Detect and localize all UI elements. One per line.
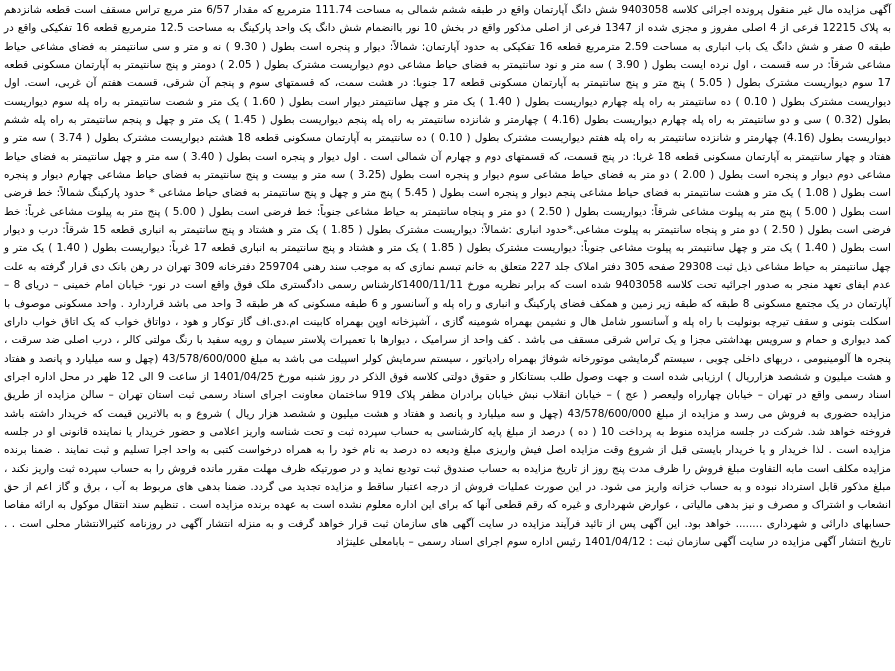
notice-body-text: آگهی مزایده مال غیر منقول پرونده اجرائی کلاسه 9403058 شش دانگ آپارتمان واقع در طبقه ششم شمالی به مساحت 111.74 مترمربع که مقدار 6/57 متر مربع تراس مسقف است قطعه شانزدهم به پلاک 12215 فرعی از 4 اصلی مفروز و مجزی شده از 1347 فرعی از اصلی مذکور واقع در بخش 10 نور باانضمام شش دانگ یک واحد پارکینگ به مساحت 12.5 مترمربع قطعه 16 تفکیکی واقع در طبقه 0 صفر و شش دانگ یک باب انباری به مساحت 2.59 مترمربع قطعه 16 تفکیکی به حدود آپارتمان: شمالاً: دیوار و پنجره است بطول ( 9.30 ) نه و متر و سی سانتیمتر به فضای مشاعی حیاط مشاعی شرقاً: در سه قسمت ، اول نرده ایست بطول ( 3.90 ) سه متر و نود سانتیمتر به فضای حیاط مشاعی دوم دیواریست مشترک بطول ( 2.05 ) دومتر و پنج سانتیمتر به آپارتمان مسکونی قطعه 17 سوم دیواریست مشترک بطول ( 5.05 ) پنج متر و پنج سانتیمتر به آپارتمان مسکونی قطعه 17 جنوبا: در هشت سمت، که قسمتهای سوم و پنجم آن شرقی، قسمت هفتم آن غربی، است. اول دیواریست مشترک بطول ( 0.10 ) ده سانتیمتر به راه پله چهارم دیواریست بطول ( 1.40 ) یک متر و چهل سانتیمتر دیوار است بطول ( 1.60 ) یک متر و شصت سانتیمتر به راه پله سوم دیواریست بطول (0.32 ) سی و دو سانتیمتر به راه پله چهارم دیواریست بطول (4.16 ) چهارمتر و شانزده سانتیمتر به راه پله پنجم دیواریست بطول ( 1.45 ) یک متر و چهل و پنجم سانتیمتر به راه پله ششم دیواریست بطول (4.16) چهارمتر و شانزده سانتیمتر به راه پله هفتم دیواریست مشترک بطول ( 0.10 ) ده سانتیمتر به آپارتمان مسکونی قطعه 18 هشتم دیواریست مشترک بطول ( 3.74 ) سه متر و هفتاد و چهار سانتیمتر به آپارتمان مسکونی قطعه 18 غربا: در پنج قسمت، که قسمتهای دوم و چهارم آن شمالی است . اول دیوار و پنجره است بطول ( 3.40 ) سه متر و چهل سانتیمتر به فضای حیاط مشاعی دوم دیوار و پنجره است بطول ( 2.00 ) دو متر به فضای حیاط مشاعی سوم دیوار و پنجره است بطول (3.25 ) سه متر و بیست و پنج سانتیمتر به فضای حیاط مشاعی چهارم دیوار و پنجره است بطول ( 1.08 ) یک متر و هشت سانتیمتر به فضای حیاط مشاعی پنجم دیوار و پنجره است بطول ( 5.45 ) پنج متر و چهل و پنج سانتیمتر به فضای حیاط مشاعی * حدود پارکینگ شمالاً: خط فرضی است بطول ( 5.00 ) پنج متر به پیلوت مشاعی شرقاً: دیواریست بطول ( 2.50 ) دو متر و پنجاه سانتیمتر به حیاط مشاعی جنوباً: خط فرضی است بطول ( 5.00 ) پنج متر به پیلوت مشاعی غرباً: خط فرضی است بطول ( 2.50 ) دو متر و پنجاه سانتیمتر به پیلوت مشاعی.*حدود انباری :شمالاً: دیواریست مشترک بطول ( 1.85 ) یک متر و هشتاد و پنج سانتیمتر به انباری قطعه 15 شرقاً: درب و دیوار است بطول ( 1.40 ) یک متر و چهل سانتیمتر به پیلوت مشاعی جنوباً: دیواریست مشترک بطول ( 1.85 ) یک متر و هشتاد و پنج سانتیمتر به انباری قطعه 17 غرباً: دیواریست بطول ( 1.40 ) یک متر و چهل سانتیمتر به حیاط مشاعی ذیل ثبت 29308 صفحه 305 دفتر املاک جلد 227 متعلق به خانم تبسم نمازی که به موجب سند رهنی 259704 دفترخانه 309 تهران در رهن بانک دی قرار گرفته به علت عدم ایفای تعهد منجر به صدور اجرائیه تحت کلاسه 9403058 شده است که برابر نظریه مورخ 1400/11/11کارشناس رسمی دادگستری ملک فوق واقع است در نور- خیابان امام خمینی – دریای 8 – آپارتمان در یک مجتمع مسکونی 8 طبقه که طبقه زیر زمین و همکف فضای پارکینگ و انباری و راه پله و آسانسور و 6 طبقه مسکونی که هر طبقه 3 واحد می باشد قراردارد . واحد مسکونی موصوف با اسکلت بتونی و سقف تیرچه بونولیت با راه پله و آسانسور شامل هال و نشیمن بهمراه شومینه گازی ، آشپزخانه اوپن بهمراه کابینت ام.دی.اف گاز توکار و هود ، دواتاق خواب که یک اتاق خواب دارای کمد دیواری و حمام و سرویس بهداشتی مجزا و یک تراس شرقی مسقف می باشد . کف واحد از سرامیک ، دیوارها با تعمیرات پلاستر سیمان و رویه سفید با رنگ مولتی کالر ، درب اصلی ضد سرقت ، پنجره ها آلومینیومی ، دربهای داخلی چوبی ، سیستم گرمایشی موتورخانه شوفاژ بهمراه رادیاتور ، سیستم سرمایش کولر اسپیلت می باشد به مبلغ 43/578/600/000 (چهل و سه میلیارد و پانصد و هفتاد و هشت میلیون و ششصد هزارریال ) ارزیابی شده است و جهت وصول طلب بستانکار و حقوق دولتی کلاسه فوق الذکر در روز شنبه مورخ 1401/04/25 از ساعت 9 الی 12 ظهر در محل اداره اجرای اسناد رسمی واقع در تهران – خیابان چهارراه ولیعصر ( عج ) – خیابان انقلاب نبش خیابان برادران مظفر پلاک 919 ساختمان معاونت اجرای اسناد رسمی ثبت استان تهران – سالن مزایده از طریق مزایده حضوری به فروش می رسد و مزایده از مبلغ 43/578/600/000 (چهل و سه میلیارد و پانصد و هفتاد و هشت میلیون و ششصد هزار ریال ) شروع و به بالاترین قیمت که خریدار داشته باشد فروخته خواهد شد. شرکت در جلسه مزایده منوط به پرداخت 10 ( ده ) درصد از مبلغ پایه کارشناسی به حساب سپرده ثبت و تحت شناسه واریز اعلامی و حضور خریدار یا نماینده قانونی او در جلسه مزایده است . لذا خریدار و یا خریدار بایستی قبل از شروع وقت مزایده اصل فیش واریزی مبلغ ودیعه ده درصد به نام خود را به همراه درخواست کتبی به واحد اجرا تسلیم و ثبت نمایند . ضمنا برنده مزایده مکلف است مابه التفاوت مبلغ فروش را ظرف مدت پنج روز از تاریخ مزایده به حساب صندوق ثبت تودیع نماید و در صورتیکه ظرف مهلت مقرر مانده فروش را به حساب سپرده ثبت واریز نکند ، مبلغ مذکور قابل استرداد نبوده و به حساب خزانه واریز می شود. در این صورت عملیات فروش از درجه اعتبار ساقط و مزایده تجدید می گردد. ضمنا بدهی های مربوط به آب ، برق و گاز اعم از حق انشعاب و اشتراک و مصرف و نیز بدهی مالیاتی ، عوارض شهرداری و غیره که رقم قطعی آنها که برای این اداره معلوم نشده است به عهده برنده مزایده است . تنظیم سند انتقال موکول به ارائه مفاصا حسابهای دارائی و شهرداری ........ خواهد بود. این آگهی پس از تائید فرآیند مزایده در سایت آگهی های سازمان ثبت قرار خواهد گرفت و به منزله انتشار آگهی در روزنامه کثیرالانتشار محلی است . . تاریخ انتشار آگهی مزایده در سایت آگهی سازمان ثبت : 1401/04/12 رئیس اداره سوم اجرای اسناد رسمی – بابامعلی علینژاد (4, 4, 892, 548)
